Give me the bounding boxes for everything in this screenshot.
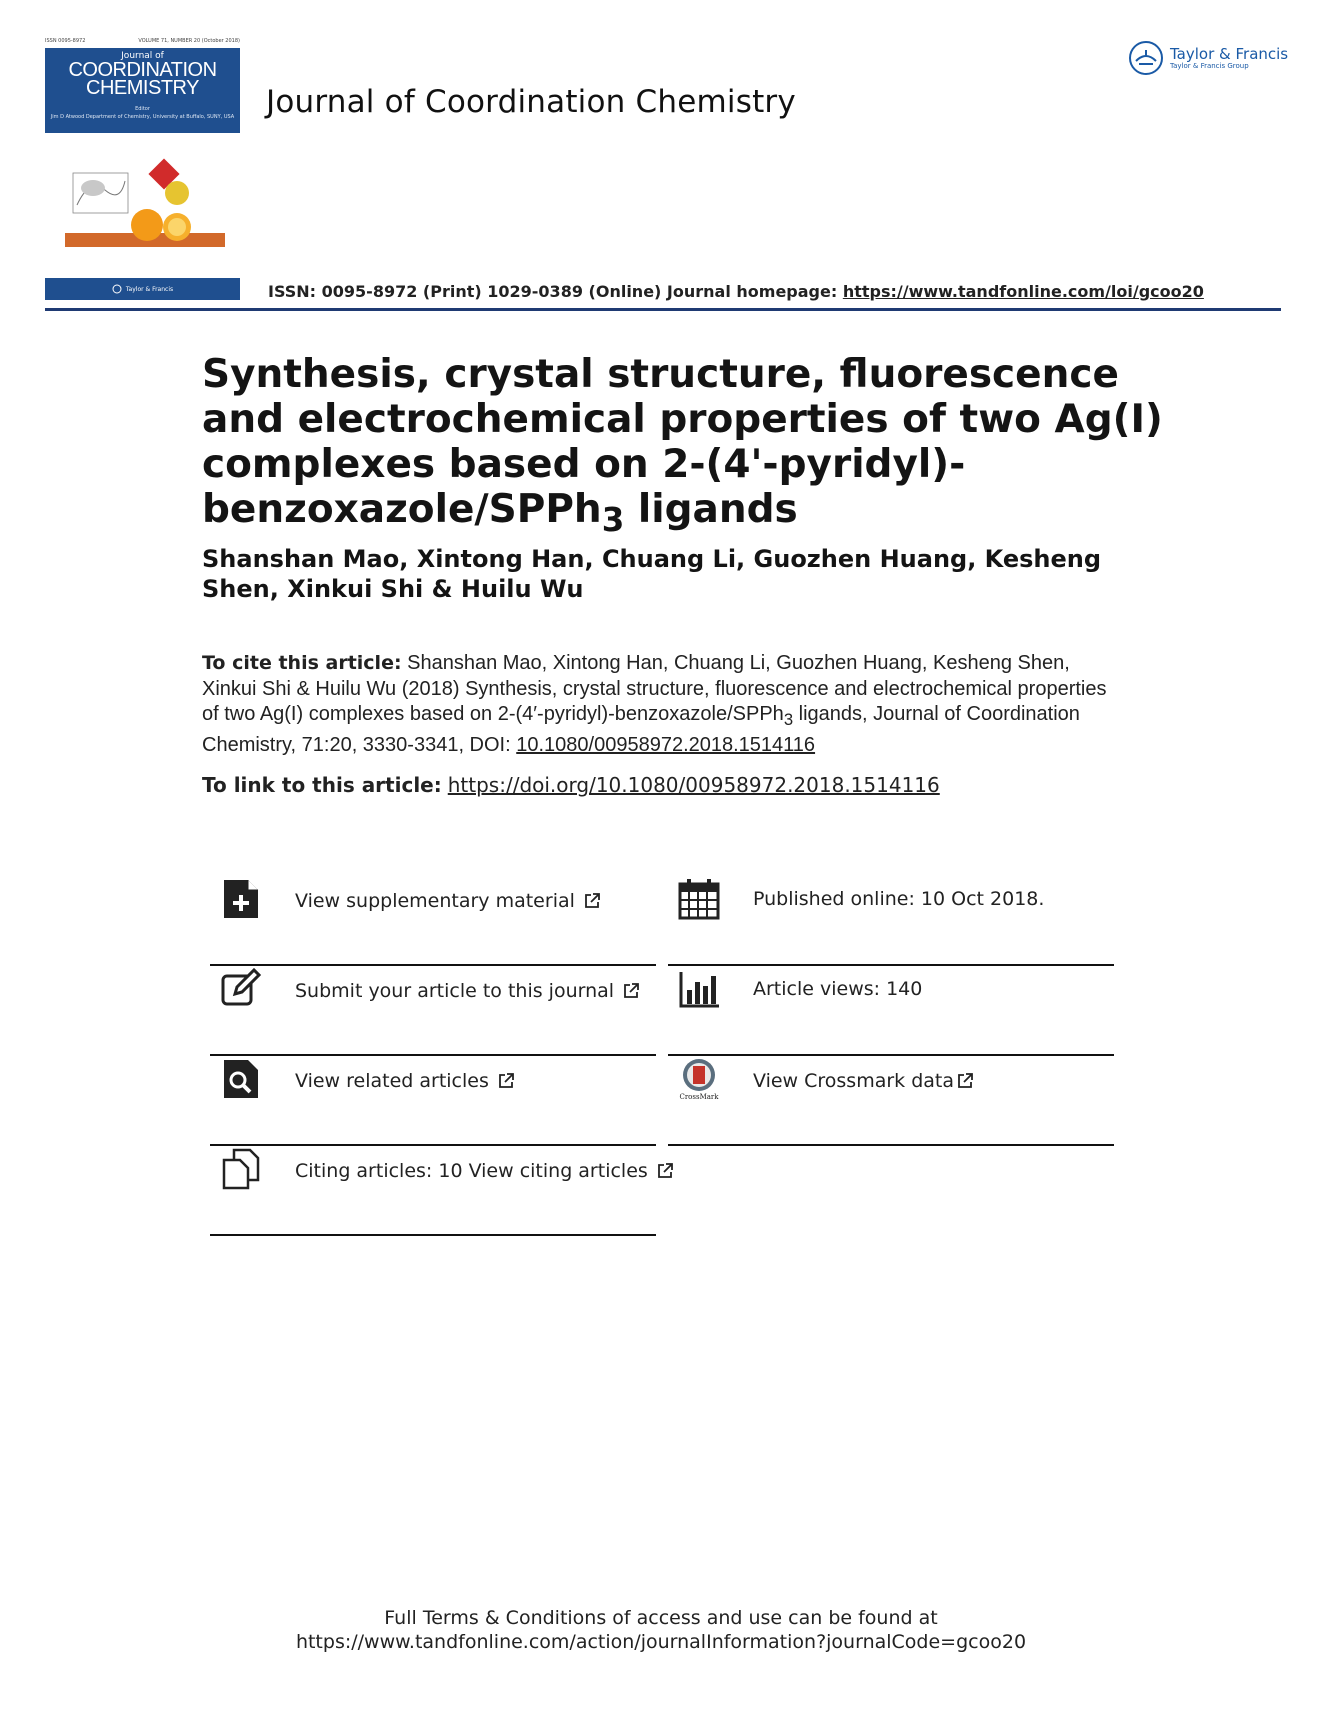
external-link-icon <box>497 1072 515 1090</box>
footer-terms-link[interactable]: https://www.tandfonline.com/action/journalInformation?journalCode=gcoo20 <box>295 1631 1027 1653</box>
citation-label: To cite this article: <box>202 652 402 674</box>
cover-title-band <box>45 48 240 105</box>
external-link-icon <box>583 892 601 910</box>
article-title <box>202 352 1182 543</box>
external-link-icon <box>622 982 640 1000</box>
article-authors: Shanshan Mao, Xintong Han, Chuang Li, Guozhen Huang, Kesheng Shen, Xinkui Shi & Huilu Wu <box>202 545 1102 603</box>
publisher-emblem-icon <box>1128 40 1164 76</box>
publisher-name: Taylor & Francis <box>1170 44 1289 63</box>
search-document-icon <box>220 1058 262 1100</box>
cover-issn: ISSN 0095-8972 <box>45 38 86 44</box>
title-part1: Synthesis, crystal structure, fluorescence and electrochemical properties of two Ag(I) complexes based on 2-(4'-pyridyl)-benzoxazole/SPPh <box>202 352 1163 532</box>
related-articles-item[interactable] <box>210 1058 656 1146</box>
citation-subscript: 3 <box>783 710 794 729</box>
publisher-logo-icon <box>112 284 122 294</box>
publisher-logo[interactable] <box>1128 40 1288 76</box>
crossmark-logo-icon <box>678 1058 720 1100</box>
external-link-icon <box>656 1162 674 1180</box>
edit-icon <box>220 968 262 1010</box>
issn-text: ISSN: 0095-8972 (Print) 1029-0389 (Online) Journal homepage: <box>268 282 843 301</box>
citing-articles-item[interactable] <box>210 1148 656 1236</box>
supplementary-file-icon <box>220 878 262 920</box>
article-doi-link[interactable]: https://doi.org/10.1080/00958972.2018.1514116 <box>447 773 940 797</box>
item-divider <box>668 1144 1114 1146</box>
link-label: To link to this article: <box>202 773 442 797</box>
supplementary-material-item[interactable] <box>210 878 656 966</box>
terms-footer <box>0 1606 1322 1654</box>
supplementary-label: View supplementary material <box>295 890 575 912</box>
related-label: View related articles <box>295 1070 489 1092</box>
crossmark-item[interactable] <box>668 1058 1114 1146</box>
item-divider <box>210 1144 656 1146</box>
item-divider <box>668 964 1114 966</box>
article-views-item <box>668 968 1114 1056</box>
cover-title-line1: COORDINATION <box>68 59 217 81</box>
item-divider <box>210 1234 656 1236</box>
submit-label: Submit your article to this journal <box>295 980 615 1002</box>
title-part2: ligands <box>624 487 798 532</box>
cover-publisher: Taylor & Francis <box>125 285 174 293</box>
cover-editor-label: Editor <box>135 106 150 112</box>
cover-meta <box>45 38 240 48</box>
citation-doi-link[interactable]: 10.1080/00958972.2018.1514116 <box>516 733 816 756</box>
item-divider <box>210 1054 656 1056</box>
crossmark-label: View Crossmark data <box>753 1070 955 1092</box>
copy-documents-icon <box>220 1148 262 1190</box>
submit-article-item[interactable] <box>210 968 656 1056</box>
views-label: Article views: 140 <box>753 978 923 1000</box>
citing-label: Citing articles: 10 View citing articles <box>295 1160 648 1182</box>
item-divider <box>668 1054 1114 1056</box>
external-link-icon <box>956 1072 974 1090</box>
journal-homepage-link[interactable]: https://www.tandfonline.com/loi/gcoo20 <box>842 282 1204 301</box>
citation-block <box>202 651 1122 758</box>
publisher-group: Taylor & Francis Group <box>1170 61 1249 70</box>
title-subscript: 3 <box>601 500 625 539</box>
issn-line <box>268 282 1204 301</box>
cover-title-line2: CHEMISTRY <box>86 77 199 99</box>
header-divider <box>45 308 1281 311</box>
cover-editor <box>45 105 240 133</box>
cover-publisher-band <box>45 278 240 300</box>
cover-artwork <box>65 155 225 250</box>
cover-journal-of: Journal of <box>121 51 164 61</box>
journal-name: Journal of Coordination Chemistry <box>266 84 796 120</box>
crossmark-logo-text: CrossMark <box>679 1093 719 1100</box>
bar-chart-icon <box>678 968 720 1010</box>
footer-line1: Full Terms & Conditions of access and use can be found at <box>384 1607 938 1629</box>
calendar-icon <box>678 878 720 920</box>
article-link-line <box>202 773 940 797</box>
citation-text1: Shanshan Mao, Xintong Han, Chuang Li, Guozhen Huang, Kesheng Shen, Xinkui Shi & Huilu Wu (2018) Synthesis, crystal structure, fluorescence and electrochemical properties of two Ag(I) complexes based on 2-(4′-pyridyl)-benzoxazole/SPPh <box>202 652 1107 725</box>
published-date-item <box>668 878 1114 966</box>
cover-editor-name: Jim D Atwood Department of Chemistry, University at Buffalo, SUNY, USA <box>50 114 235 120</box>
item-divider <box>210 964 656 966</box>
published-label: Published online: 10 Oct 2018. <box>753 888 1045 910</box>
cover-volume: VOLUME 71, NUMBER 20 (October 2018) <box>138 38 240 44</box>
citation-text2: ligands, Journal of Coordination Chemistry, 71:20, 3330-3341, DOI: <box>202 703 1080 756</box>
